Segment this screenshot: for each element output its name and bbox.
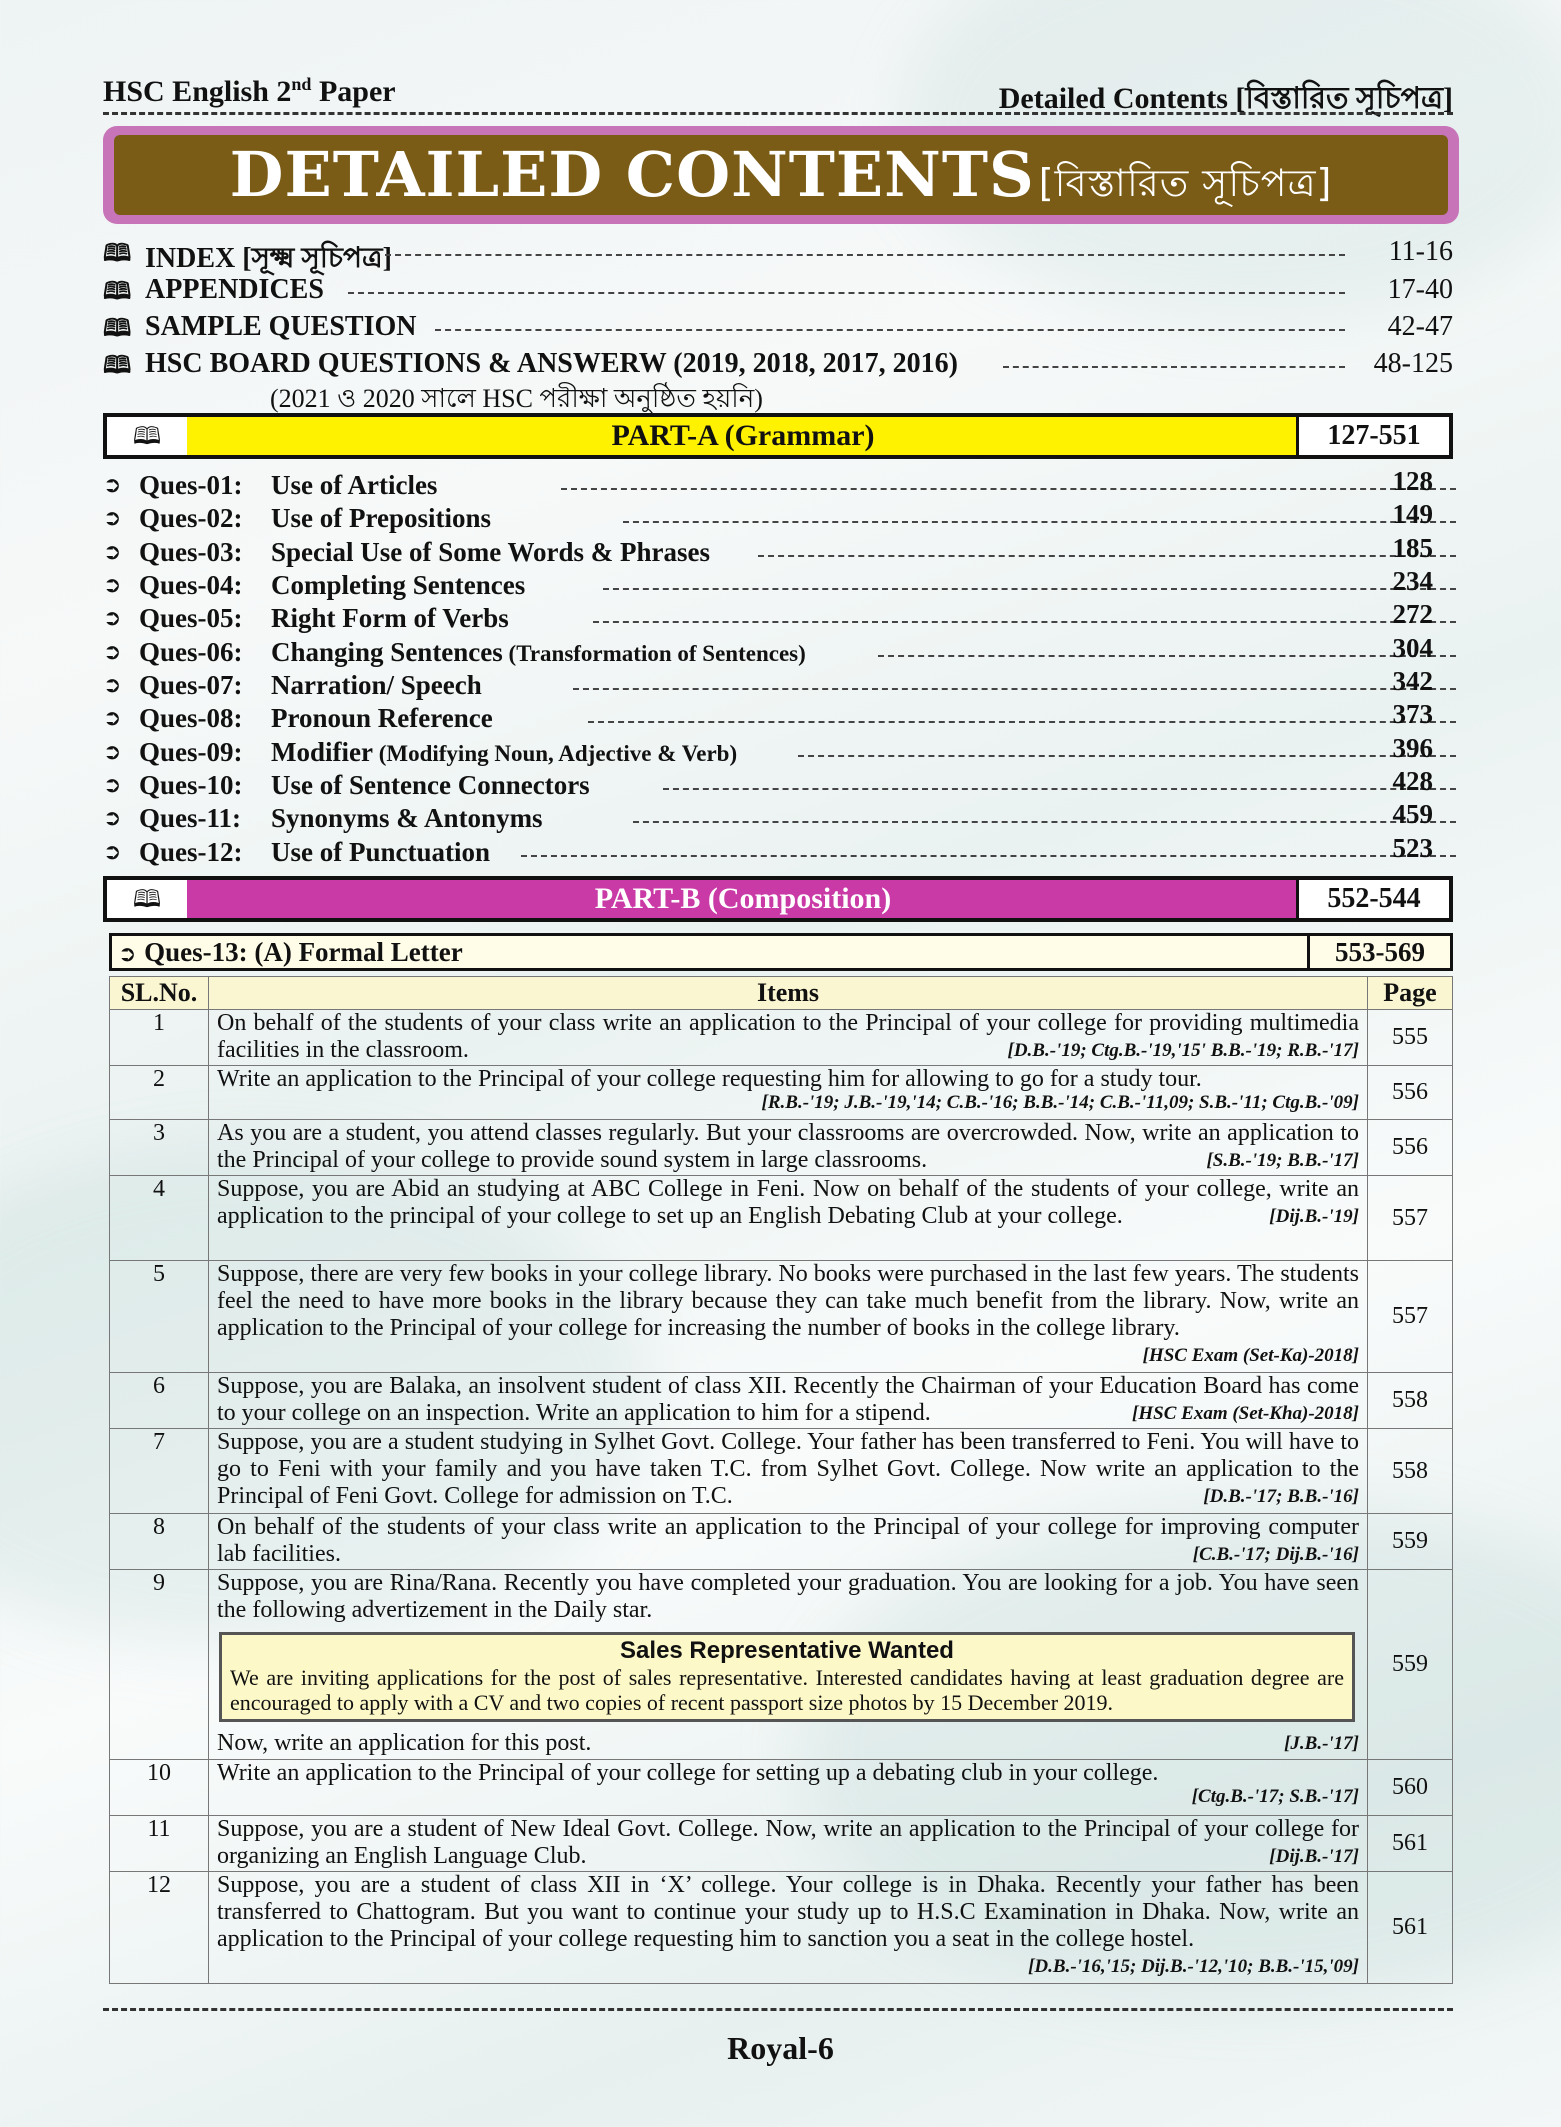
question-page: 428 [1392,766,1433,796]
dot-leader [588,721,1456,723]
question-entry[interactable] [103,466,1453,502]
question-code: Ques-04: [139,570,243,600]
question-page: 373 [1392,699,1433,729]
toc-pages: 11-16 [1388,236,1453,267]
toc-pages: 17-40 [1387,274,1453,305]
ad-title: Sales Representative Wanted [620,1637,954,1664]
page-footer: Royal-6 [727,2030,834,2066]
book-icon: 🕮 [107,880,190,918]
page-header [103,70,1453,115]
toc-entry[interactable] [103,311,1453,345]
arrow-icon: ➲ [103,740,122,765]
header-divider [103,112,1453,115]
row-item [209,1514,1368,1570]
dot-leader [623,521,1456,523]
question-entry[interactable] [103,766,1453,802]
dot-leader [633,821,1456,823]
row-item [209,1373,1368,1429]
question-entry[interactable] [103,733,1453,769]
book-icon: 🕮 [103,314,132,342]
book-icon: 🕮 [103,277,132,305]
col-header-sl: SL.No. [110,977,209,1010]
part-a-bar[interactable] [103,413,1453,459]
question-page: 304 [1392,633,1433,663]
table-row[interactable] [110,1120,1453,1176]
question-page: 342 [1392,666,1433,696]
toc-note: (2021 ও 2020 সালে HSC পরীক্ষা অনুষ্ঠিত হয়নি) [270,384,763,413]
question-name: Pronoun Reference [271,703,493,733]
item-ref: [D.B.-'17; B.B.-'16] [1203,1486,1359,1507]
item-text-2: Now, write an application for this post. [J.B.-'17] [217,1730,1359,1756]
table-row[interactable] [110,1261,1453,1373]
item-ref: [HSC Exam (Set-Ka)-2018] [1142,1345,1359,1366]
question-page: 523 [1392,833,1433,863]
dot-leader [348,292,1345,294]
row-sl: 12 [110,1872,209,1984]
dot-leader [593,621,1456,623]
arrow-icon: ➲ [103,640,122,665]
item-ref: [Dij.B.-'19] [1269,1206,1359,1227]
item-ref: [HSC Exam (Set-Kha)-2018] [1132,1403,1359,1424]
letters-table [109,976,1453,1984]
row-item [209,1261,1368,1373]
question-code: Ques-03: [139,537,243,567]
table-row[interactable] [110,1429,1453,1514]
toc-entry[interactable] [103,274,1453,308]
table-row[interactable] [110,1010,1453,1066]
arrow-icon: ➲ [103,606,122,631]
row-sl: 2 [110,1066,209,1120]
question-page: 234 [1392,566,1433,596]
item-ref: [Dij.B.-'17] [1269,1846,1359,1867]
question-code: Ques-01: [139,470,243,500]
question-entry[interactable] [103,566,1453,602]
question-code: Ques-07: [139,670,243,700]
dot-leader [435,329,1345,331]
row-page: 557 [1368,1176,1453,1261]
arrow-icon: ➲ [103,840,122,865]
arrow-icon: ➲ [103,506,122,531]
question-name: Use of Sentence Connectors [271,770,590,800]
row-page: 558 [1368,1429,1453,1514]
question-code: Ques-10: [139,770,243,800]
dot-leader [758,555,1456,557]
dot-leader [1003,366,1345,368]
question-page: 185 [1392,533,1433,563]
question-code: Ques-12: [139,837,243,867]
question-name: Completing Sentences [271,570,526,600]
row-sl: 4 [110,1176,209,1261]
row-page: 561 [1368,1872,1453,1984]
row-item [209,1570,1368,1760]
row-item [209,1010,1368,1066]
row-page: 557 [1368,1261,1453,1373]
item-ref: [J.B.-'17] [1284,1733,1359,1754]
question-page: 272 [1392,599,1433,629]
item-ref: [R.B.-'19; J.B.-'19,'14; C.B.-'16; B.B.-'14; C.B.-'11,09; S.B.-'11; Ctg.B.-'09] [761,1092,1359,1113]
row-item [209,1760,1368,1816]
part-b-title: PART-B (Composition) [187,880,1299,918]
dot-leader [663,788,1456,790]
arrow-icon: ➲ [118,942,145,967]
question-name: Modifier (Modifying Noun, Adjective & Verb) [271,737,738,767]
toc-label: APPENDICES [145,274,324,305]
question-name: Special Use of Some Words & Phrases [271,537,710,567]
dot-leader [603,588,1456,590]
toc-entry[interactable] [103,236,1453,274]
question-entry[interactable] [103,599,1453,635]
table-row[interactable] [110,1514,1453,1570]
formal-letter-title: ➲ Ques-13: (A) Formal Letter [118,937,463,967]
row-sl: 7 [110,1429,209,1514]
toc-pages: 48-125 [1373,348,1453,379]
toc-label: HSC BOARD QUESTIONS & ANSWERW (2019, 2018, 2017, 2016) [145,348,958,379]
row-page: 559 [1368,1570,1453,1760]
book-icon: 🕮 [103,239,132,267]
item-ref: [D.B.-'19; Ctg.B.-'19,'15' B.B.-'19; R.B.-'17] [1007,1040,1359,1061]
row-item [209,1176,1368,1261]
footer-divider [103,2008,1453,2011]
question-code: Ques-06: [139,637,243,667]
question-page: 459 [1392,799,1433,829]
item-text: Write an application to the Principal of your college requesting him for allowing to go for a study tour. [217,1066,1202,1092]
question-entry[interactable] [103,666,1453,702]
row-page: 561 [1368,1816,1453,1872]
row-sl: 11 [110,1816,209,1872]
question-code: Ques-05: [139,603,243,633]
question-entry[interactable] [103,633,1453,669]
question-entry[interactable] [103,699,1453,735]
item-text: Suppose, you are Abid an studying at ABC College in Feni. Now on behalf of the students of your college, write an application to the principal of your college to set up an English Debating Club at your college. [217,1176,1359,1229]
arrow-icon: ➲ [103,706,122,731]
question-code: Ques-11: [139,803,242,833]
row-sl: 6 [110,1373,209,1429]
toc-pages: 42-47 [1387,311,1453,342]
book-title: HSC English 2nd Paper [103,74,396,108]
part-b-bar[interactable] [103,876,1453,922]
dot-leader [561,488,1456,490]
title-banner [103,126,1459,224]
part-a-title: PART-A (Grammar) [187,417,1299,455]
row-sl: 3 [110,1120,209,1176]
item-text: Suppose, there are very few books in your college library. No books were purchased in the last few years. The students feel the need to have more books in the library because they can take much benefit from the library. Now, write an application to the Principal of your college for increasing the number of books in the college library. [217,1261,1359,1341]
arrow-icon: ➲ [103,473,122,498]
table-row[interactable] [110,1570,1453,1760]
row-sl: 8 [110,1514,209,1570]
arrow-icon: ➲ [103,540,122,565]
part-a-pages: 127-551 [1296,417,1449,455]
item-text: Suppose, you are a student studying in Sylhet Govt. College. Your father has been transferred to Feni. You will have to go to Feni with your family and you have taken T.C. from Sylhet Govt. College. Now write an application to the Principal of Feni Govt. College for admission on T.C. [217,1429,1359,1509]
toc-entry[interactable] [103,348,1453,382]
item-text: Suppose, you are Rina/Rana. Recently you have completed your graduation. You are looking for a job. You have seen the following advertizement in the Daily star. [217,1570,1359,1623]
banner-title: DETAILED CONTENTS [229,138,1035,211]
row-page: 556 [1368,1066,1453,1120]
question-code: Ques-02: [139,503,243,533]
row-page: 558 [1368,1373,1453,1429]
formal-letter-bar[interactable] [109,933,1453,971]
row-page: 560 [1368,1760,1453,1816]
question-entry[interactable] [103,533,1453,569]
question-name: Right Form of Verbs [271,603,509,633]
dot-leader [521,855,1456,857]
table-header-row [110,977,1453,1010]
table-row[interactable] [110,1872,1453,1984]
item-ref: [S.B.-'19; B.B.-'17] [1206,1150,1359,1171]
item-text: On behalf of the students of your class write an application to the Principal of your college for providing multimedia facilities in the classroom. [217,1010,1359,1063]
question-name: Use of Articles [271,470,438,500]
question-page: 149 [1392,499,1433,529]
question-entry[interactable] [103,799,1453,835]
table-row[interactable] [110,1816,1453,1872]
question-name: Synonyms & Antonyms [271,803,543,833]
row-item [209,1120,1368,1176]
dot-leader [573,688,1456,690]
dot-leader [798,755,1456,757]
row-sl: 9 [110,1570,209,1760]
row-sl: 5 [110,1261,209,1373]
row-sl: 10 [110,1760,209,1816]
formal-letter-pages: 553-569 [1307,936,1450,968]
col-header-page: Page [1368,977,1453,1010]
row-item [209,1066,1368,1120]
item-text: Write an application to the Principal of your college for setting up a debating club in your college. [217,1760,1159,1786]
toc-label: INDEX [সূক্ষ্ম সূচিপত্র] [145,243,392,274]
banner-subtitle: [বিস্তারিত সূচিপত্র] [1038,161,1333,205]
question-code: Ques-08: [139,703,243,733]
arrow-icon: ➲ [103,806,122,831]
question-name: Use of Prepositions [271,503,491,533]
arrow-icon: ➲ [103,573,122,598]
book-icon: 🕮 [107,417,190,455]
question-name: Use of Punctuation [271,837,491,867]
dot-leader [385,254,1345,256]
advertisement-box [219,1632,1355,1722]
row-page: 556 [1368,1120,1453,1176]
ad-body: We are inviting applications for the post of sales representative. Interested candidates having at least graduation degree are encouraged to apply with a CV and two copies of recent passport size photos by 15 December 2019. [230,1665,1344,1715]
item-ref: [D.B.-'16,'15; Dij.B.-'12,'10; B.B.-'15,'09] [1028,1956,1359,1977]
question-code: Ques-09: [139,737,243,767]
item-ref: [C.B.-'17; Dij.B.-'16] [1192,1544,1359,1565]
question-name: Changing Sentences (Transformation of Sentences) [271,637,806,667]
question-entry[interactable] [103,499,1453,535]
row-page: 559 [1368,1514,1453,1570]
row-page: 555 [1368,1010,1453,1066]
item-text: As you are a student, you attend classes regularly. But your classrooms are overcrowded. Now, write an application to the Principal of your college to provide sound system in large classrooms. [217,1120,1359,1173]
item-text: Suppose, you are a student of New Ideal Govt. College. Now, write an application to the Principal of your college for organizing an English Language Club. [217,1816,1359,1869]
book-icon: 🕮 [103,351,132,379]
item-text: Suppose, you are a student of class XII in ‘X’ college. Your college is in Dhaka. Recently your father has been transferred to Chattogram. But you want to continue your study up to H.S.C Examination in Dhaka. Now, write an application to the Principal of your college requesting him to sanction you a seat in the college hostel. [217,1872,1359,1952]
table-row[interactable] [110,1066,1453,1120]
toc-label: SAMPLE QUESTION [145,311,417,342]
row-item [209,1429,1368,1514]
arrow-icon: ➲ [103,773,122,798]
table-row[interactable] [110,1373,1453,1429]
item-text: On behalf of the students of your class write an application to the Principal of your college for improving computer lab facilities. [217,1514,1359,1567]
table-row[interactable] [110,1176,1453,1261]
arrow-icon: ➲ [103,673,122,698]
row-sl: 1 [110,1010,209,1066]
col-header-items: Items [209,977,1368,1010]
part-b-pages: 552-544 [1296,880,1449,918]
question-entry[interactable] [103,833,1453,869]
question-page: 396 [1392,733,1433,763]
item-ref: [Ctg.B.-'17; S.B.-'17] [1191,1786,1359,1807]
question-page: 128 [1392,466,1433,496]
item-text: Suppose, you are Balaka, an insolvent student of class XII. Recently the Chairman of your Education Board has come to your college on an inspection. Write an application to him for a stipend. [217,1373,1359,1426]
section-title: Detailed Contents [বিস্তারিত সূচিপত্র] [998,82,1453,115]
row-item [209,1872,1368,1984]
row-item [209,1816,1368,1872]
question-name: Narration/ Speech [271,670,482,700]
table-row[interactable] [110,1760,1453,1816]
